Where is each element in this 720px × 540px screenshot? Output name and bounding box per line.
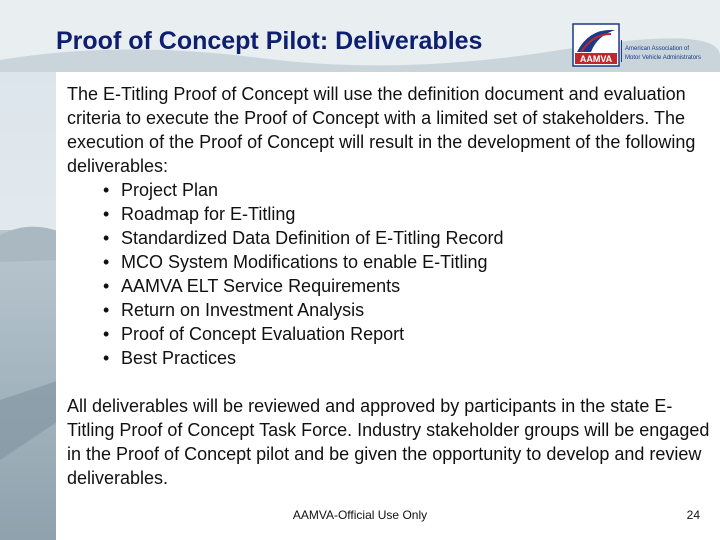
deliverables-list xyxy=(67,178,717,370)
list-item xyxy=(103,202,717,226)
list-item xyxy=(103,298,717,322)
list-item xyxy=(103,178,717,202)
logo-line1: American Association of xyxy=(625,46,690,52)
list-item-label: Roadmap for E-Titling xyxy=(121,204,296,224)
list-item-label: Project Plan xyxy=(121,180,219,200)
bullet-icon: • xyxy=(103,204,110,224)
page-number: 24 xyxy=(686,508,700,522)
bullet-icon: • xyxy=(103,324,110,344)
list-item xyxy=(103,250,717,274)
list-item-label: Proof of Concept Evaluation Report xyxy=(121,324,405,344)
logo-line2: Motor Vehicle Administrators xyxy=(625,55,702,61)
list-item xyxy=(103,346,717,370)
list-item-label: MCO System Modifications to enable E-Titling xyxy=(121,252,488,272)
bullet-icon: • xyxy=(103,228,110,248)
footer-label: AAMVA-Official Use Only xyxy=(292,508,428,522)
bullet-icon: • xyxy=(103,252,110,272)
bullet-icon: • xyxy=(103,276,110,296)
bullet-icon: • xyxy=(103,180,110,200)
slide-title: Proof of Concept Pilot: Deliverables xyxy=(56,27,483,55)
list-item-label: Standardized Data Definition of E-Titling Record xyxy=(121,228,504,248)
bullet-icon: • xyxy=(103,300,110,320)
list-item-label: Best Practices xyxy=(121,348,237,368)
bullet-icon: • xyxy=(103,348,110,368)
list-item-label: AAMVA ELT Service Requirements xyxy=(121,276,401,296)
closing-paragraph: All deliverables will be reviewed and approved by participants in the state E-Titling Proof of Concept Task Force. Industry stakeholder groups will be engaged in the Proof of Concept pilot and be given the opportunity to develop and review deliverables. xyxy=(67,396,710,488)
list-item xyxy=(103,226,717,250)
intro-paragraph: The E-Titling Proof of Concept will use the definition document and evaluation criteria to execute the Proof of Concept with a limited set of stakeholders. The execution of the Proof of Concept will result in the development of the following deliverables: xyxy=(67,84,696,176)
logo-abbr: AAMVA xyxy=(579,54,613,64)
slide-body xyxy=(67,82,717,490)
list-item xyxy=(103,274,717,298)
aamva-logo xyxy=(571,22,713,70)
list-item xyxy=(103,322,717,346)
list-item-label: Return on Investment Analysis xyxy=(121,300,365,320)
